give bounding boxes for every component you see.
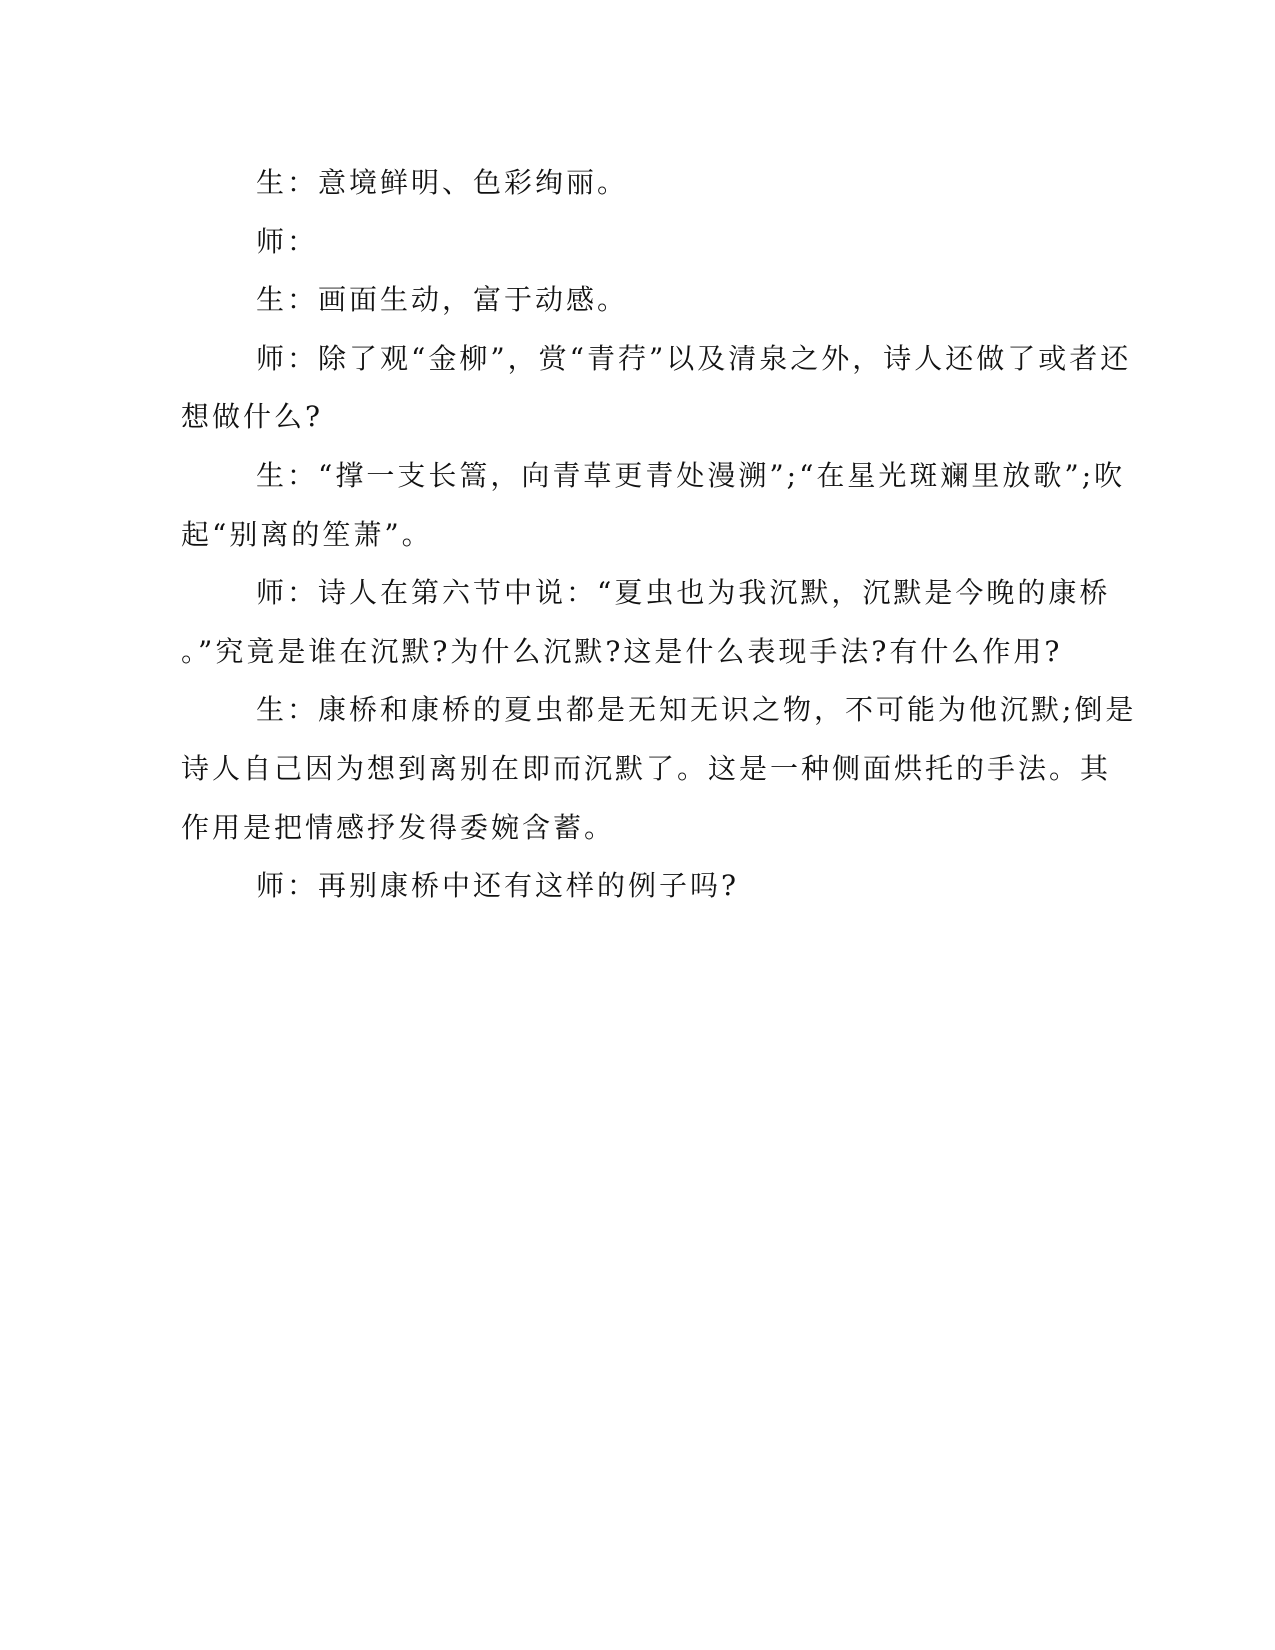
text-line-13: 师：再别康桥中还有这样的例子吗? bbox=[256, 869, 740, 902]
text-line-8: 师：诗人在第六节中说：“夏虫也为我沉默，沉默是今晚的康桥 bbox=[256, 576, 1111, 609]
text-line-11: 诗人自己因为想到离别在即而沉默了。这是一种侧面烘托的手法。其 bbox=[181, 752, 1112, 785]
text-line-4: 师：除了观“金柳”，赏“青荇”以及清泉之外，诗人还做了或者还 bbox=[256, 342, 1132, 375]
text-line-6: 生：“撑一支长篙，向青草更青处漫溯”;“在星光斑斓里放歌”;吹 bbox=[256, 459, 1126, 492]
text-line-7: 起“别离的笙萧”。 bbox=[181, 518, 433, 551]
text-line-12: 作用是把情感抒发得委婉含蓄。 bbox=[181, 811, 616, 844]
text-line-1: 生：意境鲜明、色彩绚丽。 bbox=[256, 166, 629, 199]
text-line-5: 想做什么? bbox=[181, 400, 324, 433]
text-line-2: 师： bbox=[256, 225, 319, 258]
text-line-3: 生：画面生动，富于动感。 bbox=[256, 283, 629, 316]
text-line-10: 生：康桥和康桥的夏虫都是无知无识之物，不可能为他沉默;倒是 bbox=[256, 693, 1137, 726]
text-line-9: 。”究竟是谁在沉默?为什么沉默?这是什么表现手法?有什么作用? bbox=[181, 635, 1063, 668]
